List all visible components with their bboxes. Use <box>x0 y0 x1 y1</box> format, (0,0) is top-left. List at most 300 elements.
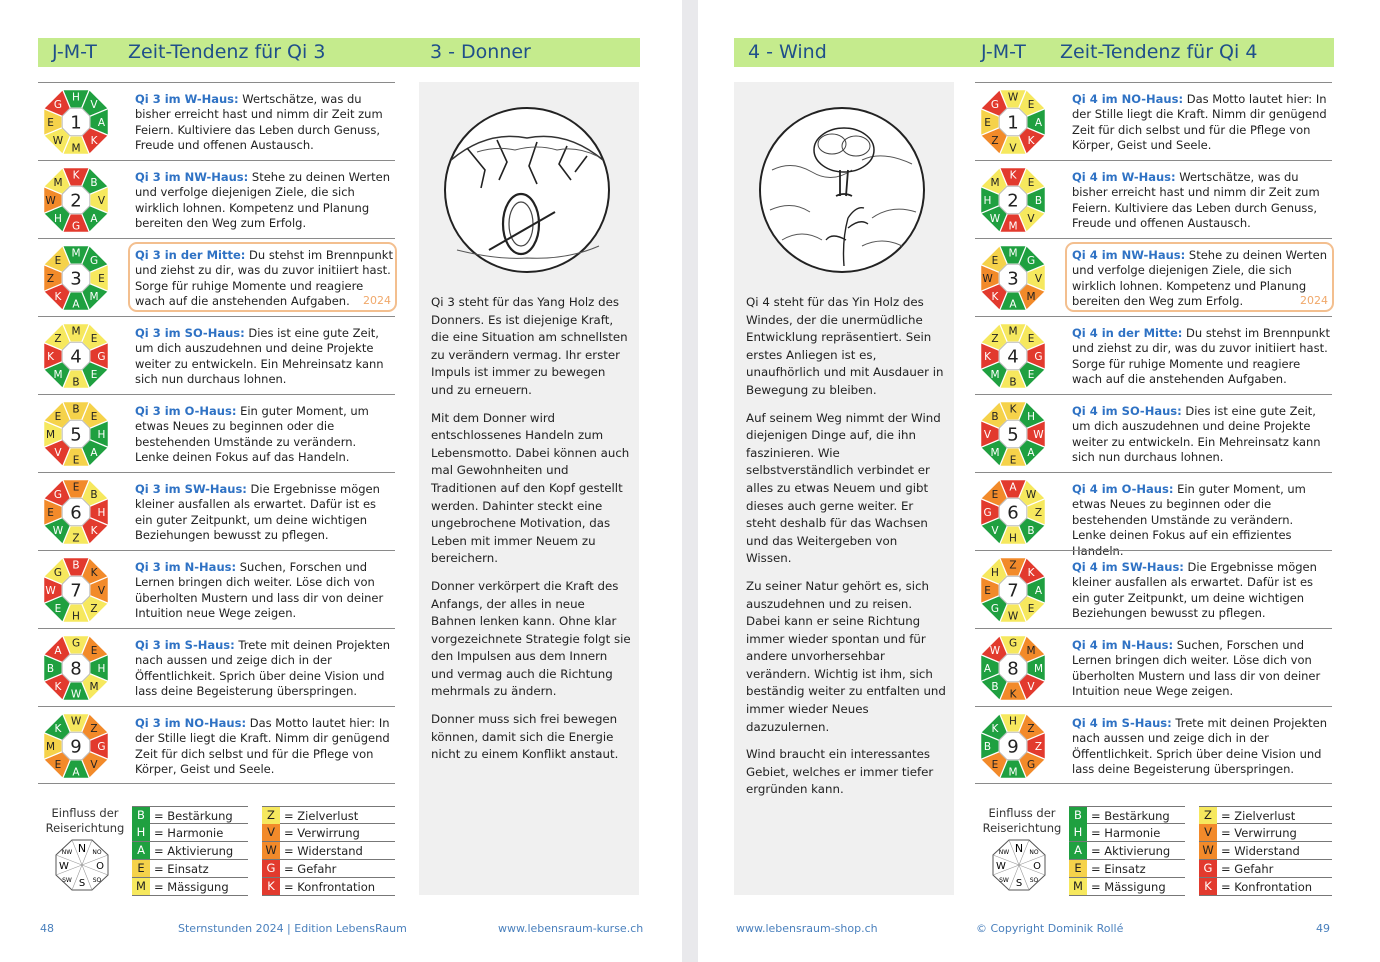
description-paragraph: Auf seinem Weg nimmt der Wind diejenigen Dinge auf, die ihn faszinieren. Wie selbstverständlich verbindet er alles zu etwas Neuem und gibt dieses auch gerne weiter. Er steht deshalb für das Wachsen und das Weitergeben von Wissen. <box>746 410 941 566</box>
header-code: J-M-T <box>981 41 1026 63</box>
octagon-sector-label: W <box>1033 429 1044 441</box>
legend-label: = Einsatz <box>154 862 209 876</box>
header-title: Zeit-Tendenz für Qi 3 <box>128 41 326 63</box>
legend-swatch: A <box>1069 842 1087 859</box>
house-text <box>1072 638 1330 700</box>
house-text <box>135 404 393 466</box>
octagon-number: 1 <box>70 112 82 134</box>
octagon-sector-label: W <box>989 213 1001 226</box>
legend-label: = Widerstand <box>284 844 363 858</box>
bagua-octagon-icon <box>977 398 1049 470</box>
octagon-sector-label: M <box>53 176 63 189</box>
list-item <box>38 160 395 238</box>
octagon-sector-label: Z <box>1034 741 1043 753</box>
house-text <box>1072 404 1330 466</box>
house-label: Qi 3 im O-Haus: <box>135 404 237 418</box>
legend-label: = Bestärkung <box>1091 809 1170 823</box>
description-text <box>746 294 946 809</box>
legend-swatch: H <box>1069 824 1087 841</box>
legend-swatch: G <box>1199 860 1217 877</box>
octagon-sector-label: H <box>97 663 106 675</box>
house-description: Ein guter Moment, um etwas Neues zu beginnen oder die bestehenden Umstände zu verändern. Lenke deinen Fokus auf ein effizientes Handeln. <box>1072 482 1306 558</box>
octagon-sector-label: K <box>991 291 999 304</box>
octagon-sector-label: E <box>90 332 98 345</box>
house-text <box>1072 170 1330 232</box>
legend-swatch: B <box>1069 807 1087 824</box>
octagon-sector-label: M <box>990 447 1000 460</box>
qi-house-list <box>38 82 395 784</box>
octagon-sector-label: Z <box>90 603 98 616</box>
house-description: Wertschätze, was du bisher erreicht hast und nimm dir Zeit zum Feiern. Kultiviere das Leben durch Genuss, Freude und offenen Austausch. <box>1072 170 1320 231</box>
octagon-sector-label: M <box>1008 766 1018 779</box>
legend-item <box>262 842 395 860</box>
legend-swatch: E <box>1069 860 1087 877</box>
list-item <box>975 550 1332 628</box>
octagon-sector-label: G <box>89 254 99 267</box>
octagon-sector-label: B <box>983 741 992 753</box>
legend-label: = Zielverlust <box>284 809 359 823</box>
house-text <box>135 248 393 310</box>
octagon-sector-label: K <box>1027 566 1035 579</box>
bagua-octagon-icon <box>40 632 112 704</box>
legend-item <box>132 842 248 860</box>
octagon-number: 5 <box>70 424 82 446</box>
legend-item <box>262 878 395 896</box>
bagua-octagon-icon <box>977 632 1049 704</box>
legend-item <box>1199 842 1332 860</box>
svg-text:SO: SO <box>92 877 102 884</box>
footer-copyright: © Copyright Dominik Rollé <box>976 922 1124 935</box>
bagua-octagon-icon <box>40 476 112 548</box>
octagon-sector-label: A <box>72 766 80 779</box>
legend-label: = Verwirrung <box>1221 826 1297 840</box>
house-text <box>1072 248 1330 310</box>
house-label: Qi 4 im NO-Haus: <box>1072 92 1184 106</box>
svg-text:S: S <box>1015 878 1023 889</box>
house-description: Suchen, Forschen und Lernen bringen dich weiter. Löse dich von überholten Mustern und lass dir von deiner Intuition neue Wege zeigen. <box>1072 638 1321 699</box>
octagon-sector-label: B <box>991 681 999 694</box>
octagon-sector-label: K <box>90 525 98 538</box>
house-label: Qi 4 im N-Haus: <box>1072 638 1174 652</box>
legend-swatch: B <box>132 807 150 824</box>
octagon-sector-label: E <box>90 644 98 657</box>
octagon-sector-label: A <box>72 298 80 311</box>
octagon-sector-label: V <box>90 759 98 772</box>
octagon-sector-label: G <box>1026 254 1036 267</box>
octagon-number: 7 <box>1007 580 1019 602</box>
house-label: Qi 4 im O-Haus: <box>1072 482 1174 496</box>
octagon-sector-label: E <box>90 369 98 382</box>
year-badge: 2024 <box>1300 294 1328 307</box>
legend-label: = Verwirrung <box>284 826 360 840</box>
legend-label: = Einsatz <box>1091 862 1146 876</box>
description-text <box>431 294 631 774</box>
house-text <box>1072 326 1330 388</box>
octagon-sector-label: W <box>45 585 56 597</box>
svg-text:NW: NW <box>998 849 1010 856</box>
year-badge: 2024 <box>363 294 391 307</box>
octagon-sector-label: A <box>1034 585 1043 597</box>
octagon-number: 3 <box>70 268 82 290</box>
house-text <box>135 716 393 778</box>
legend-swatch: W <box>262 842 280 859</box>
octagon-sector-label: K <box>54 291 62 304</box>
octagon-sector-label: Z <box>1034 507 1043 519</box>
page-number: 49 <box>1316 922 1330 935</box>
legend-label: = Gefahr <box>284 862 337 876</box>
octagon-sector-label: G <box>990 603 1000 616</box>
octagon-number: 2 <box>1007 190 1019 212</box>
octagon-sector-label: K <box>984 351 991 363</box>
octagon-sector-label: B <box>46 663 55 675</box>
octagon-sector-label: M <box>1008 325 1018 338</box>
octagon-sector-label: K <box>54 681 62 694</box>
legend-swatch: A <box>132 842 150 859</box>
legend-label: = Harmonie <box>154 826 224 840</box>
bagua-octagon-icon <box>40 320 112 392</box>
house-label: Qi 4 im SW-Haus: <box>1072 560 1184 574</box>
svg-text:NO: NO <box>1029 849 1039 856</box>
house-text <box>135 170 393 232</box>
legend-label: = Aktivierung <box>154 844 234 858</box>
octagon-sector-label: Z <box>991 332 999 345</box>
description-panel <box>734 82 954 895</box>
legend-title: Einfluss der Reiserichtung <box>982 806 1062 835</box>
octagon-sector-label: V <box>991 525 999 538</box>
legend-label: = Aktivierung <box>1091 844 1171 858</box>
octagon-sector-label: E <box>54 254 62 267</box>
octagon-sector-label: M <box>1008 220 1018 233</box>
legend-swatch: Z <box>1199 807 1217 824</box>
list-item <box>38 238 395 316</box>
house-description: Trete mit deinen Projekten nach aussen und zeige dich in der Öffentlichkeit. Sprich über deine Vision und lass deine Begeisterung überspringen. <box>135 638 391 699</box>
svg-text:SW: SW <box>62 877 72 884</box>
header-code: J-M-T <box>52 41 97 63</box>
octagon-sector-label: H <box>1027 410 1035 423</box>
legend-label: = Gefahr <box>1221 862 1274 876</box>
house-text <box>135 92 393 154</box>
description-paragraph: Zu seiner Natur gehört es, sich auszudehnen und zu reisen. Dabei kann er seine Richtung immer wieder spontan und für andere unvorhersehbar verändern. Wichtig ist ihm, sich beständig weiter zu entfalten und immer wieder Neues dazuzulernen. <box>746 578 946 734</box>
legend-item <box>132 860 248 878</box>
bagua-octagon-icon <box>40 164 112 236</box>
house-label: Qi 3 im N-Haus: <box>135 560 237 574</box>
octagon-sector-label: K <box>47 351 54 363</box>
octagon-number: 5 <box>1007 424 1019 446</box>
page-number: 48 <box>40 922 54 935</box>
octagon-sector-label: G <box>53 98 63 111</box>
octagon-sector-label: K <box>1009 688 1017 701</box>
octagon-sector-label: V <box>97 585 106 597</box>
house-description: Trete mit deinen Projekten nach aussen und zeige dich in der Öffentlichkeit. Sprich über deine Vision und lass deine Begeisterung überspringen. <box>1072 716 1328 777</box>
house-label: Qi 4 im W-Haus: <box>1072 170 1176 184</box>
svg-text:O: O <box>1033 861 1041 872</box>
svg-text:NO: NO <box>92 849 102 856</box>
svg-text:S: S <box>78 878 86 889</box>
thunder-drum-illustration <box>437 100 617 280</box>
house-description: Dies ist eine gute Zeit, um dich auszudehnen und deine Projekte weiter zu entwickeln. Ein Mehreinsatz kann sich nun durchaus lohnen. <box>135 326 384 387</box>
legend-label: = Bestärkung <box>154 809 233 823</box>
octagon-sector-label: E <box>991 254 999 267</box>
legend-label: = Konfrontation <box>1221 880 1313 894</box>
octagon-number: 8 <box>70 658 82 680</box>
octagon-sector-label: B <box>991 410 999 423</box>
octagon-sector-label: V <box>97 195 106 207</box>
footer-url-link[interactable]: www.lebensraum-kurse.ch <box>498 922 644 935</box>
octagon-sector-label: B <box>72 403 80 416</box>
octagon-sector-label: V <box>1034 273 1043 285</box>
octagon-sector-label: V <box>1027 213 1035 226</box>
octagon-sector-label: B <box>90 176 98 189</box>
octagon-sector-label: Z <box>991 135 999 148</box>
house-label: Qi 3 im S-Haus: <box>135 638 235 652</box>
house-description: Stehe zu deinen Werten und verfolge diejenigen Ziele, die sich wirklich lohnen. Kompetenz und Planung bereiten den Weg zum Erfolg. <box>1072 248 1328 309</box>
octagon-sector-label: G <box>71 220 81 233</box>
octagon-sector-label: G <box>983 507 992 519</box>
list-item <box>38 628 395 706</box>
legend-swatch: Z <box>262 807 280 824</box>
octagon-sector-label: G <box>71 637 81 650</box>
house-label: Qi 4 im SO-Haus: <box>1072 404 1182 418</box>
house-description: Stehe zu deinen Werten und verfolge diejenigen Ziele, die sich wirklich lohnen. Kompetenz und Planung bereiten den Weg zum Erfolg. <box>135 170 391 231</box>
house-text <box>1072 482 1330 559</box>
octagon-sector-label: H <box>72 91 80 104</box>
bagua-octagon-icon <box>977 320 1049 392</box>
header-name: 4 - Wind <box>748 41 827 63</box>
house-description: Du stehst im Brennpunkt und ziehst zu dir, was du zuvor initiiert hast. Sorge für ruhige Momente und reagiere wach auf die anstehenden Aufgaben. <box>1072 326 1330 387</box>
house-label: Qi 4 im NW-Haus: <box>1072 248 1186 262</box>
legend-label: = Zielverlust <box>1221 809 1296 823</box>
house-label: Qi 4 im S-Haus: <box>1072 716 1172 730</box>
house-text <box>1072 716 1330 778</box>
legend-item <box>262 860 395 878</box>
house-description: Das Motto lautet hier: In der Stille liegt die Kraft. Nimm dir genügend Zeit für dich selbst und für die Pflege von Körper, Geist und Seele. <box>135 716 390 777</box>
bagua-octagon-icon <box>40 398 112 470</box>
house-label: Qi 3 im NW-Haus: <box>135 170 249 184</box>
octagon-sector-label: H <box>97 507 106 519</box>
house-text <box>135 326 393 388</box>
svg-text:W: W <box>59 861 69 872</box>
octagon-sector-label: A <box>54 644 62 657</box>
legend-item <box>132 806 248 824</box>
house-description: Die Ergebnisse mögen kleiner ausfallen als erwartet. Dafür ist es ein guter Zeitpunkt, um deine wichtigen Beziehungen bewusst zu pflegen. <box>135 482 380 543</box>
octagon-number: 8 <box>1007 658 1019 680</box>
bagua-octagon-icon <box>40 242 112 314</box>
octagon-sector-label: G <box>1008 637 1018 650</box>
octagon-sector-label: V <box>983 429 992 441</box>
octagon-sector-label: H <box>97 429 106 441</box>
svg-text:NW: NW <box>61 849 73 856</box>
legend-swatch: K <box>1199 878 1217 895</box>
legend-swatch: K <box>262 878 280 895</box>
octagon-sector-label: W <box>45 195 56 207</box>
svg-text:W: W <box>996 861 1006 872</box>
svg-text:SW: SW <box>999 877 1009 884</box>
octagon-sector-label: M <box>1026 644 1036 657</box>
bagua-octagon-icon <box>40 554 112 626</box>
octagon-sector-label: V <box>90 98 98 111</box>
octagon-sector-label: K <box>90 566 98 579</box>
house-text <box>135 638 393 700</box>
octagon-sector-label: G <box>53 566 63 579</box>
octagon-sector-label: W <box>52 135 64 148</box>
legend-positive <box>132 806 248 896</box>
octagon-sector-label: E <box>991 759 999 772</box>
legend-label: = Mässigung <box>154 880 229 894</box>
octagon-sector-label: Z <box>1009 559 1017 572</box>
octagon-sector-label: Z <box>46 273 55 285</box>
octagon-sector-label: A <box>90 447 98 460</box>
octagon-sector-label: E <box>90 410 98 423</box>
description-paragraph: Qi 4 steht für das Yin Holz des Windes, der die unermüdliche Entwicklung repräsentiert. Sein erstes Anliegen ist es, unaufhörlich und mit Ausdauer in Bewegung zu bleiben. <box>746 295 944 397</box>
octagon-sector-label: E <box>72 481 80 494</box>
octagon-sector-label: Z <box>54 332 62 345</box>
octagon-sector-label: E <box>1009 454 1017 467</box>
bagua-octagon-icon <box>977 164 1049 236</box>
list-item <box>38 550 395 628</box>
octagon-number: 6 <box>1007 502 1019 524</box>
octagon-sector-label: E <box>984 585 991 597</box>
legend-swatch: M <box>1069 878 1087 895</box>
house-description: Wertschätze, was du bisher erreicht hast und nimm dir Zeit zum Feiern. Kultiviere das Leben durch Genuss, Freude und offenen Austausch. <box>135 92 383 153</box>
octagon-sector-label: M <box>71 142 81 155</box>
bagua-octagon-icon <box>977 242 1049 314</box>
house-label: Qi 3 im SW-Haus: <box>135 482 247 496</box>
octagon-sector-label: W <box>982 273 993 285</box>
legend-item <box>1199 806 1332 824</box>
octagon-sector-label: A <box>1027 447 1035 460</box>
octagon-sector-label: A <box>1034 117 1043 129</box>
octagon-number: 9 <box>1007 736 1019 758</box>
list-item <box>975 472 1332 558</box>
octagon-sector-label: K <box>991 722 999 735</box>
legend-item <box>132 878 248 896</box>
octagon-sector-label: A <box>983 663 992 675</box>
octagon-sector-label: E <box>54 410 62 423</box>
house-description: Suchen, Forschen und Lernen bringen dich weiter. Löse dich von überholten Mustern und lass dir von deiner Intuition neue Wege zeigen. <box>135 560 384 621</box>
bagua-octagon-icon <box>40 710 112 782</box>
legend-item <box>1069 824 1185 842</box>
house-label: Qi 3 im W-Haus: <box>135 92 239 106</box>
compass-icon <box>52 838 112 892</box>
footer-url-link[interactable]: www.lebensraum-shop.ch <box>736 922 878 935</box>
octagon-sector-label: M <box>990 176 1000 189</box>
legend <box>38 806 395 896</box>
octagon-sector-label: A <box>1009 481 1017 494</box>
octagon-sector-label: M <box>990 369 1000 382</box>
octagon-sector-label: E <box>47 117 54 129</box>
octagon-sector-label: K <box>1027 135 1035 148</box>
octagon-sector-label: E <box>1027 369 1035 382</box>
legend-label: = Konfrontation <box>284 880 376 894</box>
house-description: Das Motto lautet hier: In der Stille liegt die Kraft. Nimm dir genügend Zeit für dich selbst und für die Pflege von Körper, Geist und Seele. <box>1072 92 1327 153</box>
octagon-sector-label: B <box>90 488 98 501</box>
list-item <box>975 316 1332 394</box>
legend-swatch: E <box>132 860 150 877</box>
octagon-sector-label: E <box>1027 98 1035 111</box>
octagon-sector-label: Z <box>90 722 98 735</box>
octagon-sector-label: H <box>72 610 80 623</box>
svg-text:N: N <box>1014 842 1024 855</box>
octagon-sector-label: W <box>989 644 1001 657</box>
octagon-sector-label: E <box>1027 603 1035 616</box>
legend-label: = Widerstand <box>1221 844 1300 858</box>
octagon-sector-label: E <box>98 273 105 285</box>
bagua-octagon-icon <box>977 86 1049 158</box>
house-label: Qi 3 im SO-Haus: <box>135 326 245 340</box>
bagua-octagon-icon <box>40 86 112 158</box>
qi-house-list <box>975 82 1332 784</box>
octagon-sector-label: K <box>90 135 98 148</box>
legend-positive <box>1069 806 1185 896</box>
octagon-number: 4 <box>1007 346 1019 368</box>
legend-item <box>1069 860 1185 878</box>
description-paragraph: Donner muss sich frei bewegen können, damit sich die Energie nicht zu einem Konflikt anstaut. <box>431 712 619 762</box>
house-description: Dies ist eine gute Zeit, um dich auszudehnen und deine Projekte weiter zu entwickeln. Ein Mehreinsatz kann sich nun durchaus lohnen. <box>1072 404 1321 465</box>
wind-tree-illustration <box>752 100 932 280</box>
octagon-sector-label: G <box>53 488 63 501</box>
legend-swatch: G <box>262 860 280 877</box>
octagon-sector-label: E <box>54 759 62 772</box>
octagon-sector-label: M <box>53 369 63 382</box>
list-item <box>975 706 1332 784</box>
octagon-sector-label: W <box>1007 91 1019 104</box>
house-description: Ein guter Moment, um etwas Neues zu beginnen oder die bestehenden Umstände zu verändern. Lenke deinen Fokus auf das Handeln. <box>135 404 369 465</box>
octagon-sector-label: G <box>97 351 106 363</box>
octagon-sector-label: H <box>54 213 62 226</box>
legend-swatch: H <box>132 824 150 841</box>
octagon-sector-label: H <box>991 566 999 579</box>
octagon-sector-label: K <box>72 169 80 182</box>
legend-swatch: M <box>132 878 150 895</box>
octagon-number: 4 <box>70 346 82 368</box>
list-item <box>975 82 1332 160</box>
list-item <box>38 316 395 394</box>
description-paragraph: Qi 3 steht für das Yang Holz des Donners. Es ist diejenige Kraft, die eine Situation am schnellsten zu verändern vermag. Ihr erster Impuls ist immer zu bewegen und zu erneuern. <box>431 295 628 397</box>
octagon-number: 2 <box>70 190 82 212</box>
octagon-sector-label: E <box>54 603 62 616</box>
octagon-sector-label: W <box>1025 488 1037 501</box>
legend-swatch: V <box>262 824 280 841</box>
legend-title: Einfluss der Reiserichtung <box>45 806 125 835</box>
legend-item <box>132 824 248 842</box>
list-item <box>975 238 1332 316</box>
octagon-sector-label: G <box>1026 759 1036 772</box>
list-item <box>38 706 395 784</box>
octagon-number: 1 <box>1007 112 1019 134</box>
bagua-octagon-icon <box>977 554 1049 626</box>
list-item <box>975 160 1332 238</box>
house-text <box>1072 92 1330 154</box>
list-item <box>975 394 1332 472</box>
octagon-sector-label: B <box>72 559 80 572</box>
octagon-sector-label: W <box>1007 610 1019 623</box>
octagon-sector-label: V <box>54 447 62 460</box>
house-label: Qi 3 im NO-Haus: <box>135 716 247 730</box>
octagon-sector-label: E <box>991 488 999 501</box>
legend-item <box>1199 824 1332 842</box>
octagon-sector-label: H <box>983 195 992 207</box>
legend-negative <box>262 806 395 896</box>
octagon-sector-label: G <box>97 741 106 753</box>
octagon-sector-label: B <box>1009 376 1017 389</box>
legend-label: = Mässigung <box>1091 880 1166 894</box>
legend-swatch: V <box>1199 824 1217 841</box>
octagon-sector-label: W <box>52 525 64 538</box>
legend-item <box>262 806 395 824</box>
legend-swatch: W <box>1199 842 1217 859</box>
octagon-sector-label: M <box>89 291 99 304</box>
octagon-sector-label: K <box>1009 169 1017 182</box>
